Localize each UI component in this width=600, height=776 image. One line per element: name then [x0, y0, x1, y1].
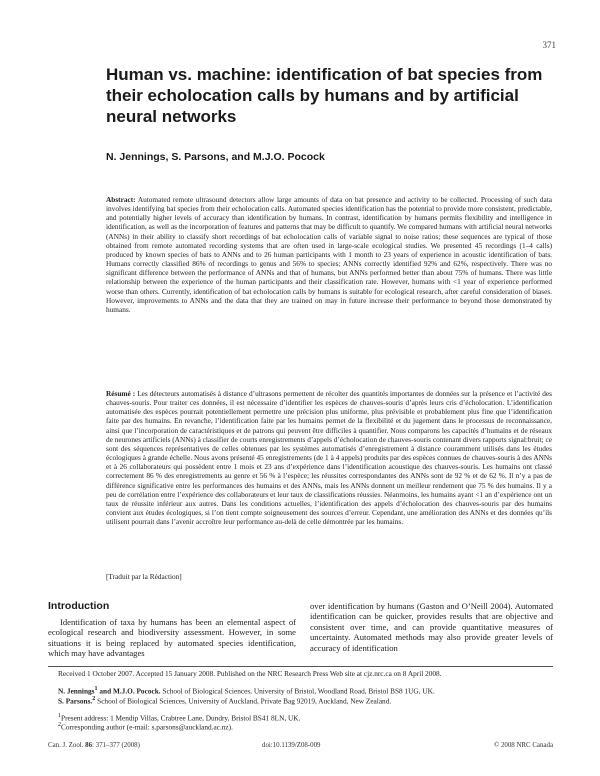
footnote-divider	[48, 666, 553, 667]
affiliation-bristol-names-2: and M.J.O. Pocock.	[97, 686, 161, 696]
affiliation-auckland-name: S. Parsons.	[58, 696, 93, 706]
resume-label: Résumé :	[106, 389, 136, 398]
abstract	[106, 195, 552, 314]
corresponding-author-note	[58, 721, 553, 732]
introduction-heading: Introduction	[48, 600, 110, 612]
resume-text: Les détecteurs automatisés à distance d’ultrasons permettent de récolter des quantités importantes de données sur la présence et l’activité des chauves-souris. Pour traiter ces données, il est nécessaire d’identifier les espèces de chauves-souris d’après leurs cris d’écholocation. L’identification automatisée des espèces pourrait potentiellement permettre une précision plus uniforme, plus prévisible et probablement plus fine que l’identification faite par des humains. En revanche, l’identification faite par les humains permet de la flexibilité et du jugement dans le processus de reconnaissance, ainsi que l’incorporation de caractéristiques et de patrons qui peuvent être difficiles à quantifier. Nous comparons les capacités d’humains et de réseaux de neurones artificiels (ANNs) à classifier de courts enregistrements d’appels d’écholocation de chauves-souris contenant divers rapports signal:bruit; ce sont des séquences représentatives de celles obtenues par les systèmes automatisés d’enregistrement à distance couramment utilisés dans les études écologiques à grande échelle. Nous avons présenté 45 enregistrements (de 1 à 4 appels) produits par des espèces connues de chauves-souris à des ANNs et à 26 collaborateurs qui possèdent entre 1 mois et 23 ans d’expérience dans l’identification acoustique des chauves-souris. Les humains ont classé correctement 86 % des enregistrements au genre et 56 % à l’espèce; les réussites correspondantes des ANNs sont de 92 % et de 62 %. Il n’y a pas de différence significative entre les performances des humains et des ANNs, mais les ANNs donnent un meilleur rendement que 75 % des humains. Il y a peu de corrélation entre l’expérience des collaborateurs et leur taux de classifications réussies. Néanmoins, les humains ayant <1 an d’expérience ont un taux de réussite inférieur aux autres. Dans les conditions actuelles, l’identification des appels d’écholocation des chauves-souris par des humains convient aux études écologiques, si l’on tient compte soigneusement des sources d’erreur. Cependant, une amélioration des ANNs et des données qu’ils utilisent pourrait dans l’avenir accroître leur performance au-delà de celle démontrée par les humains.	[106, 389, 552, 527]
affiliation-bristol-text: School of Biological Sciences, University of Bristol, Woodland Road, Bristol BS8 1UG, UK.	[160, 686, 435, 696]
present-address-sup: 1	[58, 713, 62, 719]
citation-journal: Can. J. Zool.	[48, 742, 86, 749]
page-number: 371	[542, 40, 556, 50]
doi: doi:10.1139/Z08-009	[262, 742, 321, 749]
affiliation-bristol-names: N. Jennings	[58, 686, 95, 696]
present-address-text: Present address: 1 Mendip Villas, Crabtree Lane, Dundry, Bristol BS41 8LN, UK.	[61, 713, 301, 723]
corresponding-author-text: Corresponding author (e-mail: s.parsons@auckland.ac.nz).	[61, 722, 233, 732]
affiliation-auckland	[58, 695, 553, 706]
copyright: © 2008 NRC Canada	[493, 742, 553, 749]
received-dates: Received 1 October 2007. Accepted 15 January 2008. Published on the NRC Research Press Web site at cjz.nrc.ca on 8 April 2008.	[58, 669, 442, 678]
abstract-text: Automated remote ultrasound detectors allow large amounts of data on bat presence and activity to be collected. Processing of such data involves identifying bat species from their echolocation calls. Automated species identification has the potential to provide more consistent, predictable, and potentially higher levels of accuracy than identification by humans. In contrast, identification by humans permits flexibility and intelligence in identification, as well as the incorporation of features and patterns that may be difficult to quantify. We compared humans with artificial neural networks (ANNs) in their ability to classify short recordings of bat echolocation calls of variable signal to noise ratios; these sequences are typical of those obtained from remote automated recording systems that are often used in large-scale ecological studies. We presented 45 recordings (1–4 calls) produced by known species of bats to ANNs and to 26 human participants with 1 month to 23 years of experience in acoustic identification of bats. Humans correctly classified 86% of recordings to genus and 56% to species; ANNs correctly identified 92% and 62%, respectively. There was no significant difference between the performance of ANNs and that of humans, but ANNs performed better than about 75% of humans. There was little relationship between the experience of the human participants and their classification rate. However, humans with <1 year of experience performed worse than others. Currently, identification of bat echolocation calls by humans is suitable for ecological research, after careful consideration of biases. However, improvements to ANNs and the data that they are trained on may in future increase their performance to beyond those demonstrated by humans.	[106, 195, 552, 314]
journal-citation	[48, 742, 140, 749]
author-list: N. Jennings, S. Parsons, and M.J.O. Pocock	[106, 151, 325, 163]
resume	[106, 389, 552, 526]
citation-pages: : 371–377 (2008)	[92, 742, 140, 749]
translator-note: [Traduit par la Rédaction]	[106, 572, 182, 581]
citation-volume: 86	[85, 742, 93, 749]
affiliation-auckland-text: School of Biological Sciences, University of Auckland, Private Bag 92019, Auckland, New Zealand.	[95, 696, 392, 706]
introduction-right-column: over identification by humans (Gaston and O’Neill 2004). Automated identification can be quicker, provides results that are objective and consistent over time, and can provide quantitative measures of uncertainty. Automated methods may also provide greater levels of accuracy of identification	[310, 601, 553, 653]
corresponding-author-sup: 2	[58, 722, 62, 728]
article-title: Human vs. machine: identification of bat species from their echolocation calls by humans and by artificial neural networks	[106, 65, 543, 126]
introduction-left-column: Identification of taxa by humans has been an elemental aspect of ecological research and biodiversity assessment. However, in some situations it is being replaced by automated species identification, which may have advantages	[48, 617, 296, 659]
abstract-label: Abstract:	[106, 195, 136, 204]
affiliation-auckland-sup: 2	[92, 696, 96, 702]
affiliation-bristol-sup: 1	[94, 686, 98, 692]
